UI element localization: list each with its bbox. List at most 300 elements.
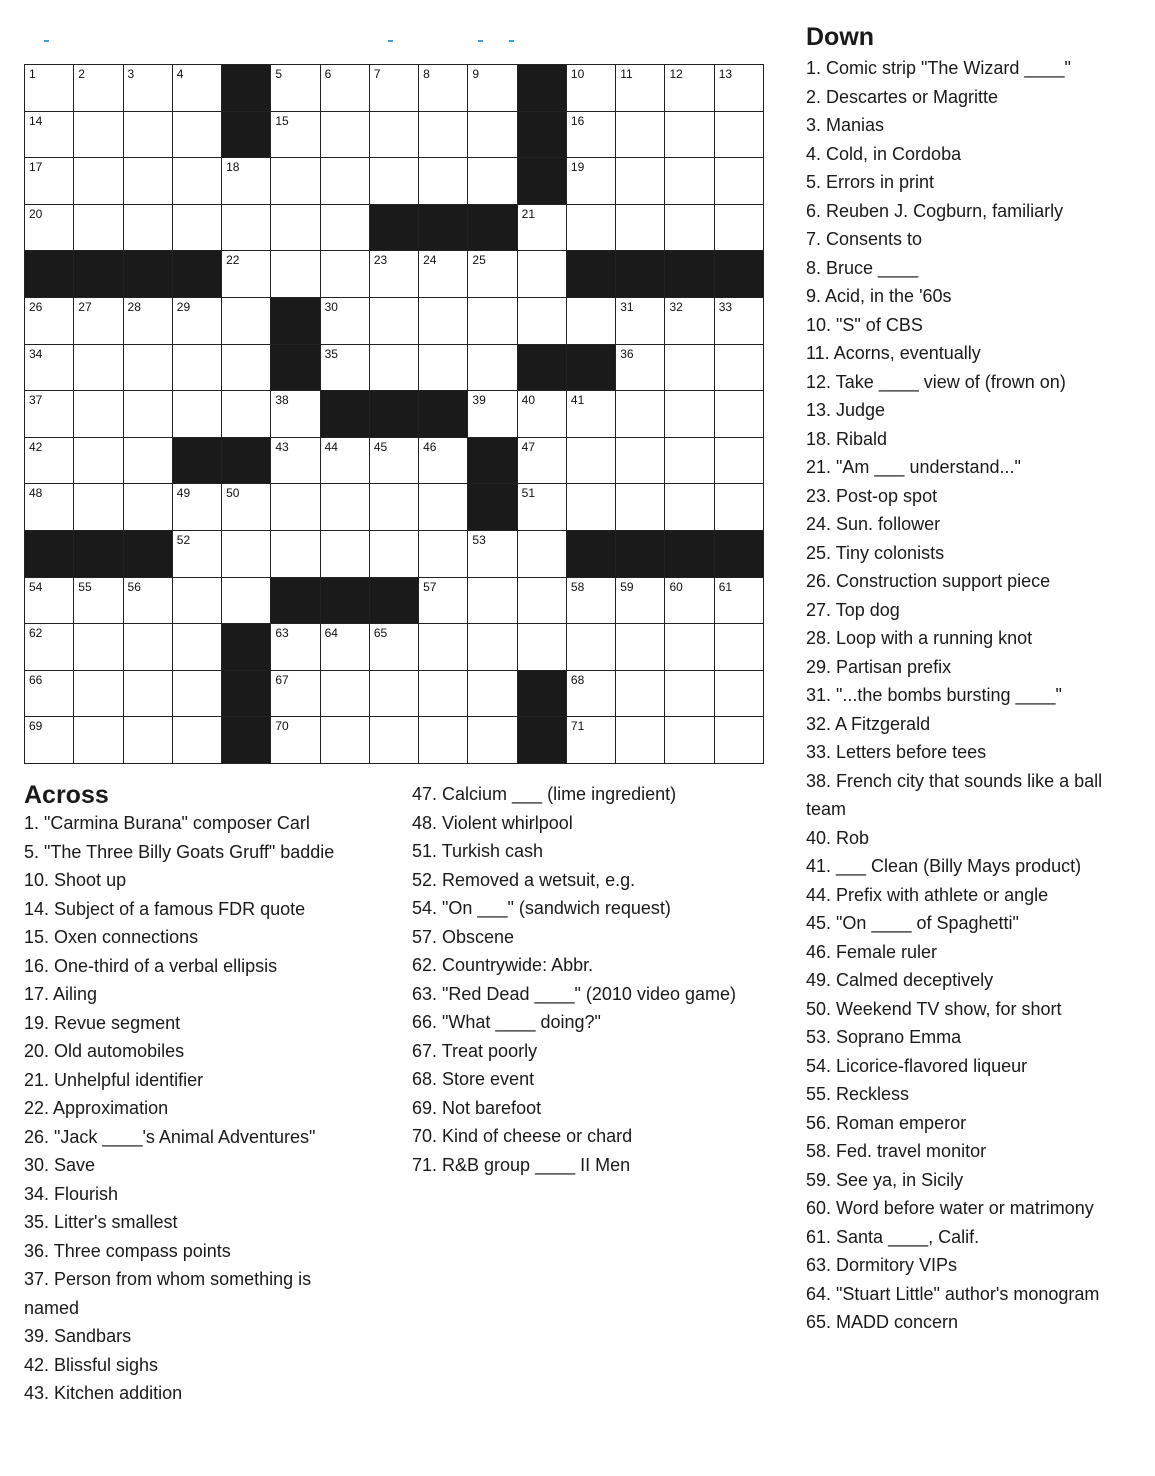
grid-cell[interactable] [665,158,714,205]
grid-cell[interactable] [321,671,370,718]
grid-cell[interactable] [419,298,468,345]
grid-cell[interactable] [567,205,616,252]
grid-cell[interactable] [419,158,468,205]
grid-cell[interactable] [665,345,714,392]
grid-cell[interactable] [74,345,123,392]
clue-item[interactable]: 26. Construction support piece [806,571,1051,591]
grid-cell[interactable] [173,624,222,671]
clue-number: 43 [275,439,289,454]
grid-cell[interactable] [665,112,714,159]
grid-cell[interactable] [74,158,123,205]
block-cell [567,345,616,392]
grid-cell[interactable] [616,112,665,159]
clue-item[interactable]: 16. One-third of a verbal ellipsis [24,955,278,976]
grid-cell[interactable] [370,484,419,531]
grid-cell[interactable] [222,484,271,531]
grid-cell[interactable] [222,298,271,345]
grid-cell[interactable] [124,65,173,112]
clue-item[interactable]: 21. Unhelpful identifier [24,1069,204,1090]
grid-cell[interactable] [468,298,517,345]
clue-item[interactable]: 53. Soprano Emma [806,1027,962,1047]
grid-cell[interactable] [370,251,419,298]
clue-number: 18 [226,160,240,175]
clue-number: 50 [226,486,240,501]
clue-item[interactable]: 54. "On ___" (sandwich request) [412,898,671,918]
clue-item[interactable]: 60. Word before water or matrimony [806,1198,1094,1218]
clue-item[interactable]: 25. Tiny colonists [806,542,945,563]
grid-cell[interactable] [321,345,370,392]
clue-number: 58 [570,579,585,594]
grid-cell[interactable] [616,671,665,718]
clue-item[interactable]: 66. "What ____ doing?" [412,1012,601,1032]
grid-cell[interactable] [271,484,320,531]
grid-cell[interactable] [25,578,74,625]
grid-cell[interactable] [567,112,616,159]
grid-cell[interactable] [124,112,173,159]
grid-cell[interactable] [74,65,123,112]
grid-cell[interactable] [468,345,517,392]
grid-cell[interactable] [715,298,764,345]
clue-item[interactable]: 28. Loop with a running knot [806,628,1033,648]
grid-cell[interactable] [124,484,173,531]
grid-cell[interactable] [173,671,222,718]
grid-cell[interactable] [419,251,468,298]
block-cell [419,205,468,252]
block-cell [321,578,370,625]
grid-cell[interactable] [74,205,123,252]
grid-cell[interactable] [173,531,222,578]
grid-cell[interactable] [74,484,123,531]
grid-cell[interactable] [271,158,320,205]
grid-cell[interactable] [715,205,764,252]
across-clue-list [24,809,354,1408]
grid-cell[interactable] [124,158,173,205]
clue-number: 44 [324,439,338,454]
clue-number: 8 [423,67,430,81]
grid-cell[interactable] [74,298,123,345]
grid-cell[interactable] [321,65,370,112]
grid-cell[interactable] [567,717,616,764]
grid-cell[interactable] [25,205,74,252]
clue-item[interactable]: 11. Acorns, eventually [806,343,981,363]
grid-cell[interactable] [321,205,370,252]
grid-cell[interactable] [616,345,665,392]
grid-cell[interactable] [321,112,370,159]
grid-cell[interactable] [74,578,123,625]
clue-item[interactable]: 46. Female ruler [806,941,938,962]
grid-cell[interactable] [74,671,123,718]
grid-cell[interactable] [518,531,567,578]
grid-cell[interactable] [173,345,222,392]
clue-item[interactable]: 20. Old automobiles [24,1041,185,1061]
clue-item[interactable]: 30. Save [24,1155,96,1175]
grid-cell[interactable] [715,671,764,718]
grid-cell[interactable] [567,158,616,205]
grid-cell[interactable] [715,65,764,112]
grid-cell[interactable] [370,158,419,205]
grid-cell[interactable] [468,158,517,205]
grid-cell[interactable] [222,531,271,578]
grid-cell[interactable] [25,624,74,671]
grid-cell[interactable] [567,624,616,671]
grid-cell[interactable] [222,158,271,205]
clue-number: 70 [275,719,289,734]
block-cell [715,251,764,298]
grid-cell[interactable] [715,112,764,159]
clue-item[interactable]: 18. Ribald [806,428,888,449]
grid-cell[interactable] [468,391,517,438]
grid-cell[interactable] [616,205,665,252]
grid-cell[interactable] [468,251,517,298]
grid-cell[interactable] [321,717,370,764]
grid-cell[interactable] [468,671,517,718]
grid-cell[interactable] [419,717,468,764]
grid-cell[interactable] [370,65,419,112]
clue-item[interactable]: 24. Sun. follower [806,514,941,534]
grid-cell[interactable] [173,298,222,345]
grid-cell[interactable] [715,624,764,671]
grid-cell[interactable] [665,65,714,112]
grid-cell[interactable] [124,438,173,485]
block-cell [271,345,320,392]
grid-cell[interactable] [321,251,370,298]
grid-cell[interactable] [518,484,567,531]
grid-cell[interactable] [370,671,419,718]
grid-cell[interactable] [567,438,616,485]
clue-number: 45 [373,439,388,454]
clue-item[interactable]: 7. Consents to [806,229,923,249]
grid-cell[interactable] [715,438,764,485]
grid-cell[interactable] [370,624,419,671]
block-cell [518,158,567,205]
grid-cell[interactable] [321,158,370,205]
clue-item[interactable]: 42. Blissful sighs [24,1354,159,1375]
clue-item[interactable]: 1. Comic strip "The Wizard ____" [806,58,1071,78]
grid-cell[interactable] [25,717,74,764]
block-cell [321,391,370,438]
clue-item[interactable]: 64. "Stuart Little" author's monogram [806,1283,1100,1304]
grid-cell[interactable] [468,112,517,159]
grid-cell[interactable] [74,391,123,438]
grid-cell[interactable] [419,624,468,671]
grid-cell[interactable] [173,578,222,625]
grid-cell[interactable] [518,438,567,485]
clue-number: 17 [29,160,43,175]
grid-cell[interactable] [173,391,222,438]
clue-item[interactable]: 70. Kind of cheese or chard [412,1126,633,1146]
grid-cell[interactable] [271,65,320,112]
grid-cell[interactable] [222,251,271,298]
clue-item[interactable]: 38. French city that sounds like a ball team [806,770,1103,819]
grid-cell[interactable] [25,391,74,438]
grid-cell[interactable] [173,205,222,252]
grid-cell[interactable] [616,578,665,625]
grid-cell[interactable] [222,205,271,252]
grid-cell[interactable] [370,298,419,345]
grid-cell[interactable] [665,298,714,345]
clue-item[interactable]: 32. A Fitzgerald [806,713,931,734]
grid-cell[interactable] [665,205,714,252]
grid-cell[interactable] [25,65,74,112]
grid-cell[interactable] [271,391,320,438]
grid-cell[interactable] [321,484,370,531]
grid-cell[interactable] [370,717,419,764]
clue-number: 7 [373,67,381,81]
grid-cell[interactable] [271,717,320,764]
grid-cell[interactable] [715,484,764,531]
grid-cell[interactable] [222,391,271,438]
grid-cell[interactable] [567,65,616,112]
grid-cell[interactable] [518,624,567,671]
grid-cell[interactable] [271,531,320,578]
grid-cell[interactable] [271,671,320,718]
grid-cell[interactable] [173,484,222,531]
clue-item[interactable]: 51. Turkish cash [412,841,544,861]
grid-cell[interactable] [74,624,123,671]
clue-item[interactable]: 34. Flourish [24,1183,119,1204]
grid-cell[interactable] [665,438,714,485]
clue-item[interactable]: 41. ___ Clean (Billy Mays product) [806,856,1082,876]
clue-item[interactable]: 12. Take ____ view of (frown on) [806,371,1066,392]
grid-cell[interactable] [468,531,517,578]
grid-cell[interactable] [518,391,567,438]
clue-item[interactable]: 39. Sandbars [24,1326,132,1346]
grid-cell[interactable] [25,158,74,205]
clue-number: 2 [78,67,85,81]
block-cell [74,251,123,298]
grid-cell[interactable] [25,345,74,392]
clue-item[interactable]: 67. Treat poorly [412,1040,538,1061]
clue-item[interactable]: 68. Store event [412,1069,535,1089]
grid-cell[interactable] [124,205,173,252]
clue-item[interactable]: 31. "...the bombs bursting ____" [806,685,1062,705]
clue-item[interactable]: 5. "The Three Billy Goats Gruff" baddie [24,841,335,862]
clue-item[interactable]: 4. Cold, in Cordoba [806,143,962,164]
grid-cell[interactable] [173,112,222,159]
grid-cell[interactable] [715,391,764,438]
clue-item[interactable]: 69. Not barefoot [412,1097,542,1118]
grid-cell[interactable] [665,624,714,671]
clue-item[interactable]: 47. Calcium ___ (lime ingredient) [412,784,677,804]
block-cell [222,671,271,718]
block-cell [616,531,665,578]
grid-cell[interactable] [567,578,616,625]
grid-cell[interactable] [715,717,764,764]
grid-cell[interactable] [665,391,714,438]
clue-number: 1 [29,67,36,81]
grid-cell[interactable] [222,345,271,392]
clue-item[interactable]: 54. Licorice-flavored liqueur [806,1055,1028,1076]
block-cell [370,205,419,252]
clue-item[interactable]: 10. "S" of CBS [806,314,923,335]
clue-item[interactable]: 17. Ailing [24,984,98,1004]
grid-cell[interactable] [616,391,665,438]
block-cell [518,671,567,718]
grid-cell[interactable] [616,484,665,531]
grid-cell[interactable] [321,624,370,671]
clue-item[interactable]: 40. Rob [806,827,870,848]
clue-item[interactable]: 52. Removed a wetsuit, e.g. [412,869,636,890]
clue-item[interactable]: 22. Approximation [24,1098,169,1118]
clue-item[interactable]: 26. "Jack ____'s Animal Adventures" [24,1126,316,1147]
clue-item[interactable]: 6. Reuben J. Cogburn, familiarly [806,200,1064,221]
grid-cell[interactable] [616,438,665,485]
clue-item[interactable]: 5. Errors in print [806,172,935,192]
grid-cell[interactable] [222,578,271,625]
grid-cell[interactable] [419,578,468,625]
grid-cell[interactable] [715,578,764,625]
clue-item[interactable]: 37. Person from whom something is named [24,1269,312,1318]
clue-number: 48 [29,486,43,501]
grid-cell[interactable] [25,484,74,531]
grid-cell[interactable] [468,65,517,112]
grid-cell[interactable] [665,671,714,718]
grid-cell[interactable] [25,671,74,718]
clue-item[interactable]: 27. Top dog [806,599,900,620]
grid-cell[interactable] [518,205,567,252]
grid-cell[interactable] [124,578,173,625]
grid-cell[interactable] [419,438,468,485]
clue-item[interactable]: 58. Fed. travel monitor [806,1141,987,1161]
grid-cell[interactable] [321,298,370,345]
clue-item[interactable]: 8. Bruce ____ [806,257,919,278]
clue-item[interactable]: 21. "Am ___ understand..." [806,457,1021,477]
block-cell [222,717,271,764]
grid-cell[interactable] [74,438,123,485]
clue-number: 28 [127,299,141,314]
grid-cell[interactable] [173,158,222,205]
grid-cell[interactable] [468,578,517,625]
clue-item[interactable]: 56. Roman emperor [806,1112,967,1133]
grid-cell[interactable] [419,65,468,112]
grid-cell[interactable] [370,112,419,159]
clue-item[interactable]: 43. Kitchen addition [24,1383,183,1403]
clue-item[interactable]: 13. Judge [806,400,886,420]
clue-number: 64 [324,626,338,641]
grid-cell[interactable] [370,438,419,485]
clue-item[interactable]: 15. Oxen connections [24,927,199,947]
clue-number: 51 [521,486,536,501]
grid-cell[interactable] [74,112,123,159]
block-cell [370,578,419,625]
clue-item[interactable]: 63. Dormitory VIPs [806,1255,958,1275]
grid-cell[interactable] [518,251,567,298]
grid-cell[interactable] [419,671,468,718]
grid-cell[interactable] [419,531,468,578]
block-cell [74,531,123,578]
grid-cell[interactable] [124,298,173,345]
clue-item[interactable]: 65. MADD concern [806,1312,959,1332]
clue-number: 52 [176,532,191,547]
clue-item[interactable]: 59. See ya, in Sicily [806,1169,964,1190]
grid-cell[interactable] [616,158,665,205]
grid-cell[interactable] [124,671,173,718]
grid-cell[interactable] [567,298,616,345]
grid-cell[interactable] [124,391,173,438]
grid-cell[interactable] [518,578,567,625]
clue-item[interactable]: 35. Litter's smallest [24,1212,178,1232]
clue-item[interactable]: 36. Three compass points [24,1240,231,1261]
grid-cell[interactable] [25,298,74,345]
grid-cell[interactable] [419,345,468,392]
grid-cell[interactable] [173,717,222,764]
block-cell [468,484,517,531]
grid-cell[interactable] [124,624,173,671]
grid-cell[interactable] [419,112,468,159]
grid-cell[interactable] [124,717,173,764]
clue-item[interactable]: 44. Prefix with athlete or angle [806,884,1049,905]
clue-item[interactable]: 23. Post-op spot [806,485,938,506]
clue-item[interactable]: 63. "Red Dead ____" (2010 video game) [412,983,736,1004]
clue-item[interactable]: 33. Letters before tees [806,742,987,762]
grid-cell[interactable] [419,484,468,531]
grid-cell[interactable] [25,438,74,485]
grid-cell[interactable] [665,717,714,764]
clue-number: 4 [176,67,184,81]
grid-cell[interactable] [518,298,567,345]
grid-cell[interactable] [616,298,665,345]
clue-item[interactable]: 2. Descartes or Magritte [806,86,999,107]
grid-cell[interactable] [173,65,222,112]
clue-item[interactable]: 71. R&B group ____ II Men [412,1154,631,1175]
grid-cell[interactable] [665,578,714,625]
grid-cell[interactable] [74,717,123,764]
grid-cell[interactable] [567,484,616,531]
grid-cell[interactable] [370,345,419,392]
grid-cell[interactable] [715,345,764,392]
clue-item[interactable]: 50. Weekend TV show, for short [806,998,1062,1019]
grid-cell[interactable] [271,438,320,485]
grid-cell[interactable] [616,624,665,671]
grid-cell[interactable] [665,484,714,531]
grid-cell[interactable] [567,671,616,718]
clue-item[interactable]: 10. Shoot up [24,870,127,890]
grid-cell[interactable] [468,717,517,764]
clue-item[interactable]: 48. Violent whirlpool [412,812,573,833]
clue-item[interactable]: 3. Manias [806,115,885,135]
clue-item[interactable]: 61. Santa ____, Calif. [806,1226,980,1247]
grid-cell[interactable] [271,112,320,159]
grid-cell[interactable] [124,345,173,392]
clue-item[interactable]: 62. Countrywide: Abbr. [412,955,594,975]
block-cell [419,391,468,438]
grid-cell[interactable] [468,624,517,671]
grid-cell[interactable] [271,205,320,252]
block-cell [25,251,74,298]
clue-item[interactable]: 29. Partisan prefix [806,656,952,677]
grid-cell[interactable] [321,438,370,485]
grid-cell[interactable] [321,531,370,578]
block-cell [665,251,714,298]
clue-item[interactable]: 55. Reckless [806,1084,910,1104]
grid-cell[interactable] [567,391,616,438]
clue-item[interactable]: 1. "Carmina Burana" composer Carl [24,813,310,833]
clue-item[interactable]: 19. Revue segment [24,1012,181,1033]
clue-item[interactable]: 57. Obscene [412,926,515,947]
clue-item[interactable]: 49. Calmed deceptively [806,970,994,990]
grid-cell[interactable] [616,717,665,764]
grid-cell[interactable] [616,65,665,112]
grid-cell[interactable] [271,624,320,671]
grid-cell[interactable] [271,251,320,298]
clue-item[interactable]: 14. Subject of a famous FDR quote [24,898,306,919]
grid-cell[interactable] [25,112,74,159]
grid-cell[interactable] [715,158,764,205]
clue-item[interactable]: 45. "On ____ of Spaghetti" [806,913,1019,933]
grid-cell[interactable] [370,531,419,578]
clue-item[interactable]: 9. Acid, in the '60s [806,286,952,306]
clue-number: 42 [29,439,43,454]
